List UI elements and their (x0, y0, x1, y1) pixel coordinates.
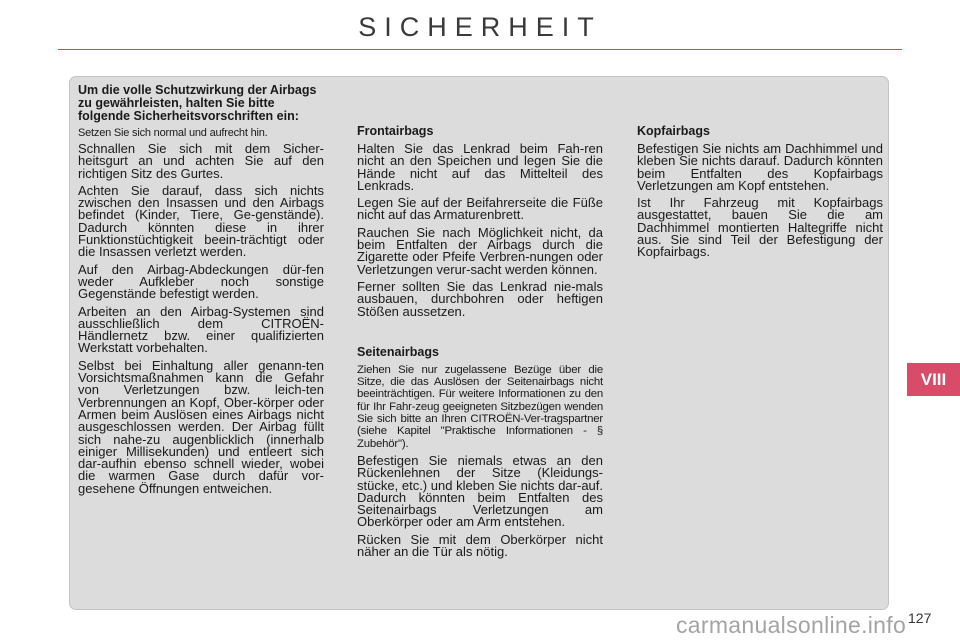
paragraph: Legen Sie auf der Beifahrerseite die Füße nicht auf das Armaturenbrett. (357, 195, 603, 223)
paragraph: Arbeiten an den Airbag-Systemen sind ausschließlich dem CITROËN-Händlernetz bzw. einer qualifizierten Werkstatt vorbehalten. (78, 303, 324, 356)
paragraph: Schnallen Sie sich mit dem Sicher-heitsgurt an und achten Sie auf den richtigen Sitz des Gurtes. (78, 141, 324, 181)
chapter-tab: VIII (907, 363, 960, 396)
column-front-side-airbags (357, 124, 603, 563)
paragraph: Befestigen Sie nichts am Dachhimmel und kleben Sie nichts darauf. Dadurch könnten beim Entfalten des Kopfairbags Verletzungen am Kopf entstehen. (637, 141, 883, 193)
column-head-airbags (637, 124, 883, 264)
intro-subtext: Setzen Sie sich normal und aufrecht hin. (78, 127, 268, 139)
paragraph: Selbst bei Einhaltung aller genann-ten Vorsichtsmaßnahmen kann die Gefahr von Verletzungen bzw. leich-ten Verbrennungen an Kopf, Ober-körper oder Armen beim Auslösen eines Airbags nicht ausgeschlossen werden. Der Airbag füllt sich nahe-zu augenblicklich (innerhalb einiger Millisekunden) und entleert sich dar-aufhin ebenso schnell wieder, wobei die warmen Gase durch dafür vor-gesehene Öffnungen entweichen. (78, 357, 324, 496)
page-number: 127 (908, 610, 932, 626)
paragraph: Ferner sollten Sie das Lenkrad nie-mals ausbauen, durchbohren oder heftigen Stößen aussetzen. (357, 278, 603, 319)
section-heading-head: Kopfairbags (637, 124, 710, 138)
paragraph: Rücken Sie mit dem Oberkörper nicht näher an die Tür als nötig. (357, 531, 603, 560)
paragraph: Ziehen Sie nur zugelassene Bezüge über die Sitze, die das Auslösen der Seitenairbags nicht beeinträchtigen. Für weitere Informationen zu den für Ihr Fahr-zeug geeigneten Sitzbezügen wenden Sie sich bitte an Ihren CITROËN-Ver-tragspartner (siehe Kapitel "Praktische Informationen - § Zubehör"). (357, 363, 603, 450)
section-heading-front: Frontairbags (357, 124, 434, 138)
section-spacer (357, 323, 603, 345)
content-panel (69, 76, 889, 610)
section-heading-side: Seitenairbags (357, 344, 439, 359)
intro-heading: Um die volle Schutzwirkung der Airbags zu gewährleisten, halten Sie bitte folgende Sicherheitsvorschriften ein: (78, 83, 317, 123)
paragraph: Halten Sie das Lenkrad beim Fah-ren nicht an den Speichen und legen Sie die Hände nicht auf das Mittelteil des Lenkrads. (357, 141, 603, 193)
watermark: carmanualsonline.info (676, 612, 907, 638)
title-divider (58, 49, 902, 50)
page-title: SICHERHEIT (358, 12, 602, 42)
paragraph: Achten Sie darauf, dass sich nichts zwischen den Insassen und den Airbags befindet (Kinder, Tiere, Ge-genstände). Dadurch könnten diese in ihrer Funktionstüchtigkeit beein-trächtigt oder die Insassen verletzt werden. (78, 182, 324, 260)
paragraph: Ist Ihr Fahrzeug mit Kopfairbags ausgestattet, bauen Sie die am Dachhimmel montierten Haltegriffe nicht aus. Sie sind Teil der Befestigung der Kopfairbags. (637, 195, 883, 260)
paragraph: Befestigen Sie niemals etwas an den Rückenlehnen der Sitze (Kleidungs-stücke, etc.) und kleben Sie nichts dar-auf. Dadurch könnten beim Entfalten des Seitenairbags Verletzungen am Oberkörper oder am Arm entstehen. (357, 452, 603, 530)
paragraph: Rauchen Sie nach Möglichkeit nicht, da beim Entfalten der Airbags durch die Zigarette oder Pfeife Verbren-nungen oder Verletzungen verur-sacht werden können. (357, 224, 603, 277)
paragraph: Auf den Airbag-Abdeckungen dür-fen weder Aufkleber noch sonstige Gegenstände befestigt werden. (78, 261, 324, 302)
column-general (78, 84, 324, 500)
